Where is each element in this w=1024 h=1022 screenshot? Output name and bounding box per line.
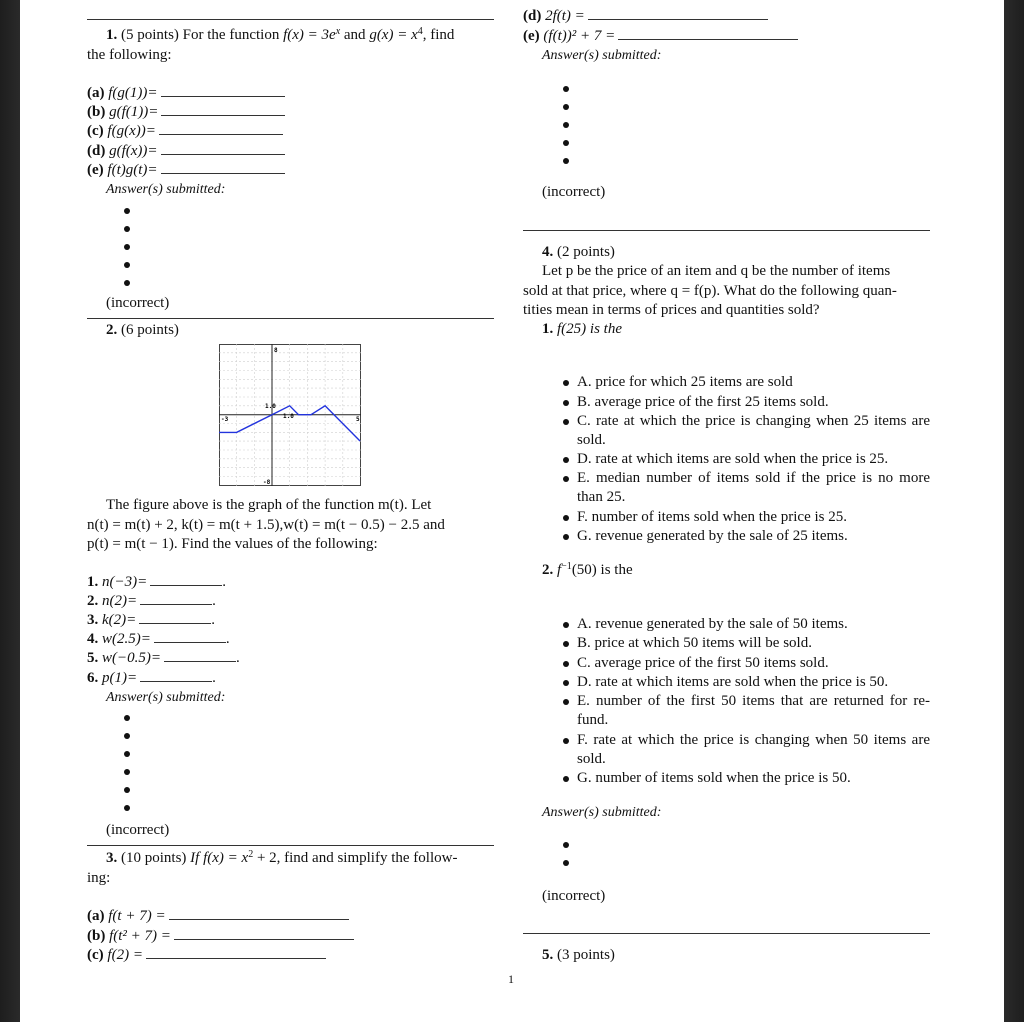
part-expr: f(2) =: [107, 947, 143, 963]
answer-blank[interactable]: [161, 104, 285, 116]
option-text: C. rate at which the price is changing when 25 items are sold.: [577, 413, 930, 449]
option-bullet: [563, 534, 569, 540]
problem-number: 5.: [542, 947, 554, 963]
submitted-bullet: [124, 226, 130, 232]
x-max-label: 5: [356, 416, 360, 423]
text: .: [212, 670, 216, 686]
divider: [87, 845, 494, 846]
part-expr: g(f(1))=: [109, 104, 159, 120]
math: f(x) = 3e: [283, 27, 336, 43]
question-text: (50) is the: [571, 562, 633, 578]
option-text: E. number of the first 50 items that are returned for re-fund.: [577, 693, 930, 729]
submitted-bullet: [124, 280, 130, 286]
part-expr: g(f(x))=: [109, 143, 158, 159]
option-bullet: [563, 515, 569, 521]
submitted-bullet: [124, 769, 130, 775]
option-bullet: [563, 380, 569, 386]
math-exp: x: [335, 26, 341, 37]
option-text: B. price at which 50 items will be sold.: [577, 635, 812, 651]
math-exp: 4: [417, 26, 423, 37]
answers-submitted-label: Answer(s) submitted:: [106, 690, 226, 705]
option-bullet: [563, 776, 569, 782]
answer-blank[interactable]: [161, 143, 285, 155]
part-expr: (f(t))² + 7 =: [543, 28, 616, 44]
status-text: (incorrect): [106, 295, 170, 311]
part-label: (d): [87, 143, 106, 159]
part-label: (e): [523, 28, 540, 44]
answer-blank[interactable]: [146, 947, 326, 959]
answer-blank[interactable]: [139, 612, 211, 624]
problem-5-header: [542, 946, 615, 965]
divider: [523, 230, 930, 231]
part-expr: f(g(x))=: [107, 123, 156, 139]
problem-1-header: [106, 26, 454, 45]
part-label: (a): [87, 908, 105, 924]
submitted-bullet: [124, 805, 130, 811]
y-max-label: 8: [274, 347, 278, 354]
option-bullet: [563, 641, 569, 647]
part-expr: f(t)g(t)=: [107, 162, 158, 178]
option-text: B. average price of the first 25 items sold.: [577, 394, 829, 410]
status-text: (incorrect): [106, 822, 170, 838]
part-label: 2.: [87, 593, 99, 609]
part-expr: n(2)=: [102, 593, 138, 609]
part-label: (c): [87, 947, 104, 963]
answer-line: [87, 142, 285, 161]
answer-line: [87, 84, 285, 103]
option-bullet: [563, 738, 569, 744]
divider: [523, 933, 930, 934]
problem-number: 3.: [106, 850, 118, 866]
answer-line: [87, 927, 354, 946]
math-exp: 2: [248, 849, 254, 860]
option-text: G. number of items sold when the price is 50.: [577, 770, 851, 786]
answer-line: [523, 7, 768, 26]
answer-blank[interactable]: [150, 574, 222, 586]
option-text: A. price for which 25 items are sold: [577, 374, 793, 390]
option-text: D. rate at which items are sold when the price is 25.: [577, 451, 889, 467]
answer-blank[interactable]: [169, 908, 349, 920]
answer-blank[interactable]: [588, 8, 768, 20]
answer-blank[interactable]: [161, 85, 285, 97]
text: .: [222, 574, 226, 590]
option-text: F. number of items sold when the price is 25.: [577, 509, 848, 525]
x-min-label: -3: [221, 416, 229, 423]
point-label: 1.0: [283, 413, 294, 420]
function-graph: [219, 344, 361, 486]
part-label: (e): [87, 162, 104, 178]
problem-points: (2 points): [557, 244, 615, 260]
math: If f(x) = x: [190, 850, 249, 866]
problem-number: 2.: [106, 322, 118, 338]
problem-2-desc-line1: The figure above is the graph of the function m(t). Let: [106, 497, 432, 513]
point-label: 1.0: [265, 403, 276, 410]
problem-number: 1.: [106, 27, 118, 43]
part-label: (d): [523, 8, 542, 24]
problem-4-header: [542, 243, 615, 262]
part-label: 4.: [87, 631, 99, 647]
problem-1-line2: the following:: [87, 47, 172, 63]
part-label: 1.: [87, 574, 99, 590]
submitted-bullet: [563, 104, 569, 110]
option-bullet: [563, 661, 569, 667]
answer-blank[interactable]: [164, 650, 236, 662]
answer-line: [87, 946, 326, 965]
question-text: f(25) is the: [557, 321, 622, 337]
answers-submitted-label: Answer(s) submitted:: [542, 48, 662, 63]
option-bullet: [563, 699, 569, 705]
part-expr: f(g(1))=: [108, 85, 158, 101]
option-text: E. median number of items sold if the price is no more than 25.: [577, 470, 930, 506]
answers-submitted-label: Answer(s) submitted:: [106, 182, 226, 197]
submitted-bullet: [124, 715, 130, 721]
answer-blank[interactable]: [161, 162, 285, 174]
problem-2-desc-line3: p(t) = m(t − 1). Find the values of the following:: [87, 536, 378, 552]
math: g(x) = x: [369, 27, 418, 43]
submitted-bullet: [124, 244, 130, 250]
question-number: 2.: [542, 562, 554, 578]
option-bullet: [563, 400, 569, 406]
text: .: [225, 631, 230, 647]
problem-number: 4.: [542, 244, 554, 260]
submitted-bullet: [124, 208, 130, 214]
problem-4-para-line1: Let p be the price of an item and q be the number of items: [542, 263, 891, 279]
part-label: (b): [87, 104, 106, 120]
part-label: (c): [87, 123, 104, 139]
submitted-bullet: [563, 122, 569, 128]
problem-3-header: [106, 849, 457, 868]
option-bullet: [563, 622, 569, 628]
part-expr: f(t + 7) =: [108, 908, 166, 924]
text: , find: [422, 27, 455, 43]
problem-2-desc-line2: n(t) = m(t) + 2, k(t) = m(t + 1.5),w(t) = m(t − 0.5) − 2.5 and: [87, 517, 445, 533]
answer-blank[interactable]: [159, 123, 283, 135]
submitted-bullet: [563, 86, 569, 92]
question-number: 1.: [542, 321, 554, 337]
part-expr: 2f(t) =: [545, 8, 585, 24]
text: .: [236, 650, 240, 666]
problem-3-line2: ing:: [87, 870, 111, 886]
divider: [87, 19, 494, 20]
question-text: f: [557, 562, 562, 578]
status-text: (incorrect): [542, 888, 606, 904]
answer-line: [523, 27, 798, 46]
answer-blank[interactable]: [140, 593, 212, 605]
question-1-prompt: [542, 320, 622, 339]
submitted-bullet: [563, 860, 569, 866]
option-text: A. revenue generated by the sale of 50 items.: [577, 616, 848, 632]
answer-line: [87, 161, 285, 180]
option-text: F. rate at which the price is changing when 50 items are sold.: [577, 732, 930, 768]
submitted-bullet: [124, 262, 130, 268]
problem-2-header: [106, 321, 179, 340]
y-min-label: -8: [263, 479, 271, 486]
text: and: [343, 27, 366, 43]
submitted-bullet: [563, 158, 569, 164]
part-label: (a): [87, 85, 105, 101]
answer-blank[interactable]: [140, 670, 212, 682]
answer-blank[interactable]: [174, 928, 354, 940]
problem-points: (10 points): [121, 850, 187, 866]
problem-points: (3 points): [557, 947, 615, 963]
option-text: G. revenue generated by the sale of 25 items.: [577, 528, 848, 544]
page-number: 1: [508, 972, 514, 986]
math-exp: −1: [561, 561, 572, 572]
viewer-frame-right: [1004, 0, 1024, 1022]
option-bullet: [563, 457, 569, 463]
text: .: [212, 593, 216, 609]
answer-line: [87, 649, 240, 668]
answer-blank[interactable]: [154, 631, 226, 643]
option-text: D. rate at which items are sold when the price is 50.: [577, 674, 889, 690]
part-label: (b): [87, 928, 106, 944]
text: .: [211, 612, 216, 628]
submitted-bullet: [124, 751, 130, 757]
part-expr: w(2.5)=: [102, 631, 151, 647]
problem-points: (5 points): [121, 27, 179, 43]
part-label: 3.: [87, 612, 99, 628]
option-bullet: [563, 419, 569, 425]
answers-submitted-label: Answer(s) submitted:: [542, 805, 662, 820]
status-text: (incorrect): [542, 184, 606, 200]
viewer-frame-left: [0, 0, 20, 1022]
option-bullet: [563, 476, 569, 482]
option-text: C. average price of the first 50 items sold.: [577, 655, 829, 671]
answer-line: [87, 592, 216, 611]
answer-line: [87, 669, 216, 688]
part-expr: k(2)=: [102, 612, 137, 628]
answer-line: [87, 122, 283, 141]
problem-4-para-line2: sold at that price, where q = f(p). What do the following quan-: [523, 283, 897, 299]
part-label: 5.: [87, 650, 99, 666]
submitted-bullet: [563, 140, 569, 146]
text: For the function: [182, 27, 280, 43]
divider: [87, 318, 494, 319]
answer-line: [87, 611, 215, 630]
problem-4-para-line3: tities mean in terms of prices and quantities sold?: [523, 302, 820, 318]
answer-line: [87, 907, 349, 926]
submitted-bullet: [124, 733, 130, 739]
part-label: 6.: [87, 670, 99, 686]
answer-line: [87, 103, 285, 122]
text: + 2, find and simplify the follow-: [253, 850, 458, 866]
answer-blank[interactable]: [618, 28, 798, 40]
submitted-bullet: [563, 842, 569, 848]
part-expr: n(−3)=: [102, 574, 148, 590]
answer-line: [87, 573, 226, 592]
option-bullet: [563, 680, 569, 686]
answer-line: [87, 630, 230, 649]
part-expr: f(t² + 7) =: [109, 928, 171, 944]
part-expr: w(−0.5)=: [102, 650, 161, 666]
submitted-bullet: [124, 787, 130, 793]
problem-points: (6 points): [121, 322, 179, 338]
part-expr: p(1)=: [102, 670, 138, 686]
question-2-prompt: [542, 561, 633, 580]
